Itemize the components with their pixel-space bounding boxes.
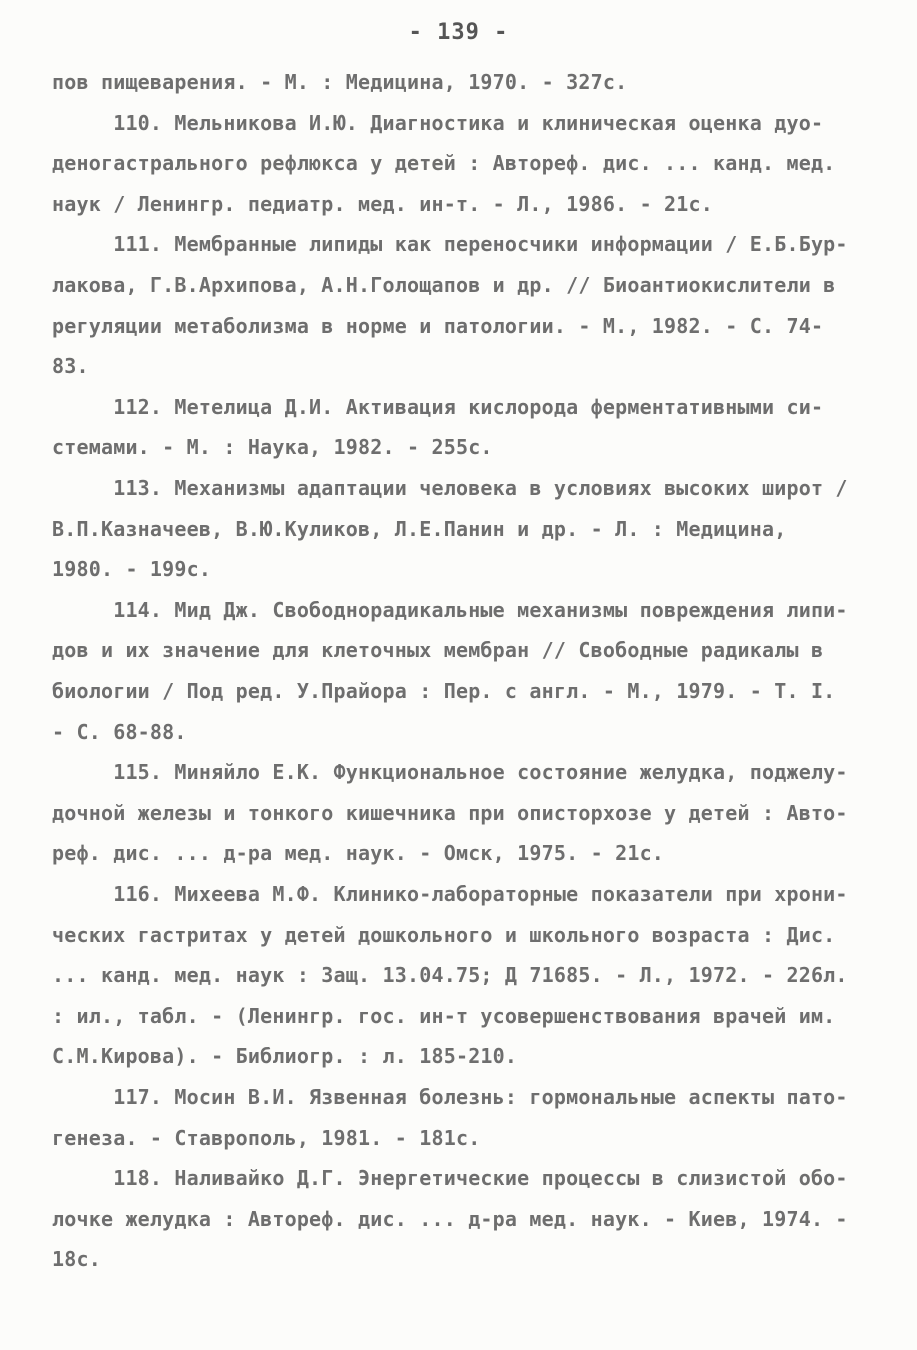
text-line: биологии / Под ред. У.Прайора : Пер. с англ. - М., 1979. - Т. I. xyxy=(52,679,836,703)
text-line: ... канд. мед. наук : Защ. 13.04.75; Д 71685. - Л., 1972. - 226л. xyxy=(52,963,848,988)
text-line: 117. Мосин В.И. Язвенная болезнь: гормональные аспекты пато- xyxy=(52,1085,848,1109)
text-line: 113. Механизмы адаптации человека в условиях высоких широт / xyxy=(52,476,848,500)
text-line: 83. xyxy=(52,354,89,379)
text-line: : ил., табл. - (Ленингр. гос. ин-т усовершенствования врачей им. xyxy=(52,1003,836,1028)
text-line: дочной железы и тонкого кишечника при описторхозе у детей : Авто- xyxy=(52,800,848,825)
page-number: - 139 - xyxy=(408,20,509,45)
text-line: В.П.Казначеев, В.Ю.Куликов, Л.Е.Панин и др. - Л. : Медицина, xyxy=(52,516,787,541)
text-line: 112. Метелица Д.И. Активация кислорода ферментативными си- xyxy=(52,394,824,419)
text-line: ческих гастритах у детей дошкольного и школьного возраста : Дис. xyxy=(52,922,836,947)
text-line: 111. Мембранные липиды как переносчики информации / Е.Б.Бур- xyxy=(52,232,848,257)
text-line: лакова, Г.В.Архипова, А.Н.Голощапов и др. // Биоантиокислители в xyxy=(52,273,836,297)
text-line: 118. Наливайко Д.Г. Энергетические процессы в слизистой обо- xyxy=(52,1166,848,1191)
text-line: дов и их значение для клеточных мембран // Свободные радикалы в xyxy=(52,638,824,663)
text-line: 116. Михеева М.Ф. Клинико-лабораторные показатели при хрони- xyxy=(52,882,848,906)
text-line: генеза. - Ставрополь, 1981. - 181с. xyxy=(52,1125,481,1150)
text-line: пов пищеварения. - М. : Медицина, 1970. - 327с. xyxy=(52,70,628,94)
text-line: 18с. xyxy=(52,1247,101,1272)
text-line: С.М.Кирова). - Библиогр. : л. 185-210. xyxy=(52,1044,518,1069)
text-line: 110. Мельникова И.Ю. Диагностика и клиническая оценка дуо- xyxy=(52,110,824,135)
text-line: реф. дис. ... д-ра мед. наук. - Омск, 1975. - 21с. xyxy=(52,841,665,866)
text-line: лочке желудка : Автореф. дис. ... д-ра мед. наук. - Киев, 1974. - xyxy=(52,1206,848,1231)
text-line: деногастрального рефлюкса у детей : Автореф. дис. ... канд. мед. xyxy=(52,151,836,176)
text-line: 115. Миняйло Е.К. Функциональное состояние желудка, поджелу- xyxy=(52,760,848,785)
text-line: - С. 68-88. xyxy=(52,719,187,744)
text-line: 114. Мид Дж. Свободнорадикальные механизмы повреждения липи- xyxy=(52,597,848,622)
text-line: наук / Ленингр. педиатр. мед. ин-т. - Л., 1986. - 21с. xyxy=(52,191,714,216)
text-line: стемами. - М. : Наука, 1982. - 255с. xyxy=(52,435,493,460)
text-line: 1980. - 199с. xyxy=(52,557,212,582)
text-line: регуляции метаболизма в норме и патологии. - М., 1982. - С. 74- xyxy=(52,313,824,338)
